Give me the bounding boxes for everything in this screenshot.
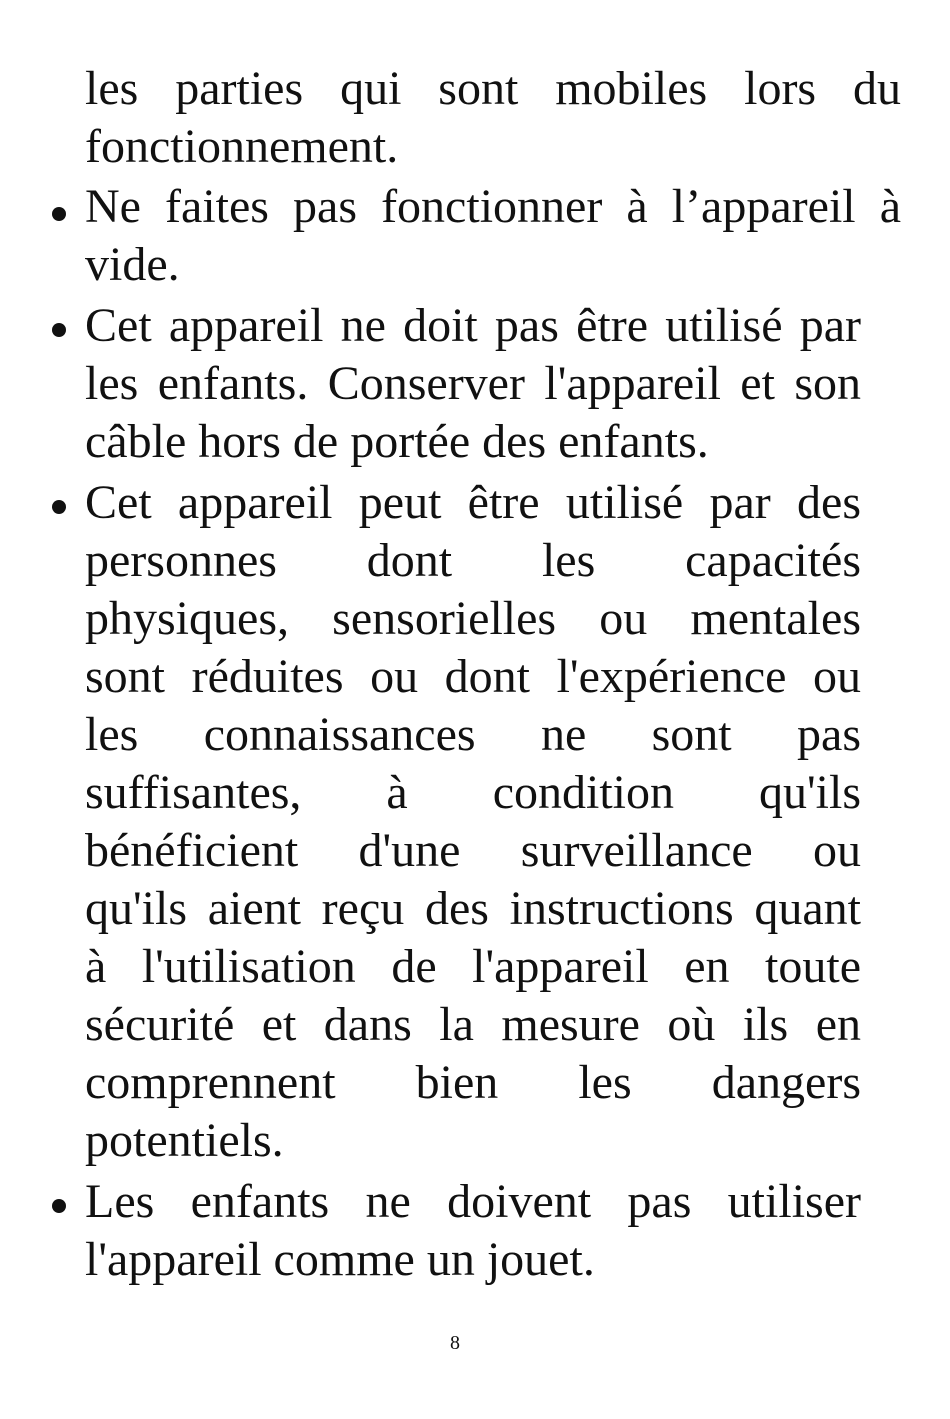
bullet-4-line: Les enfants ne doivent pas utiliser bbox=[85, 1175, 861, 1228]
page-number: 8 bbox=[450, 1332, 460, 1354]
bullet-1-line: Ne faites pas fonctionner à l’appareil à bbox=[85, 180, 901, 233]
bullet-3-line: personnes dont les capacités bbox=[85, 534, 861, 587]
bullet-dot-icon bbox=[52, 500, 66, 514]
bullet-3-line: suffisantes, à condition qu'ils bbox=[85, 766, 861, 819]
bullet-4-line: l'appareil comme un jouet. bbox=[85, 1233, 595, 1286]
bullet-3-line: qu'ils aient reçu des instructions quant bbox=[85, 882, 861, 935]
bullet-dot-icon bbox=[52, 323, 66, 337]
bullet-3-line: les connaissances ne sont pas bbox=[85, 708, 861, 761]
intro-line: les parties qui sont mobiles lors du bbox=[85, 62, 901, 115]
bullet-3-line: Cet appareil peut être utilisé par des bbox=[85, 476, 861, 529]
bullet-3-line: sont réduites ou dont l'expérience ou bbox=[85, 650, 861, 703]
bullet-3-line: sécurité et dans la mesure où ils en bbox=[85, 998, 861, 1051]
bullet-3-line: physiques, sensorielles ou mentales bbox=[85, 592, 861, 645]
bullet-2-line: câble hors de portée des enfants. bbox=[85, 415, 709, 468]
intro-line: fonctionnement. bbox=[85, 120, 399, 173]
bullet-3-line: comprennent bien les dangers bbox=[85, 1056, 861, 1109]
bullet-3-line: potentiels. bbox=[85, 1114, 284, 1167]
bullet-2-line: Cet appareil ne doit pas être utilisé par bbox=[85, 299, 861, 352]
bullet-dot-icon bbox=[52, 207, 66, 221]
bullet-3-line: bénéficient d'une surveillance ou bbox=[85, 824, 861, 877]
bullet-1-line: vide. bbox=[85, 238, 180, 291]
bullet-3-line: à l'utilisation de l'appareil en toute bbox=[85, 940, 861, 993]
bullet-2-line: les enfants. Conserver l'appareil et son bbox=[85, 357, 861, 410]
bullet-dot-icon bbox=[52, 1199, 66, 1213]
